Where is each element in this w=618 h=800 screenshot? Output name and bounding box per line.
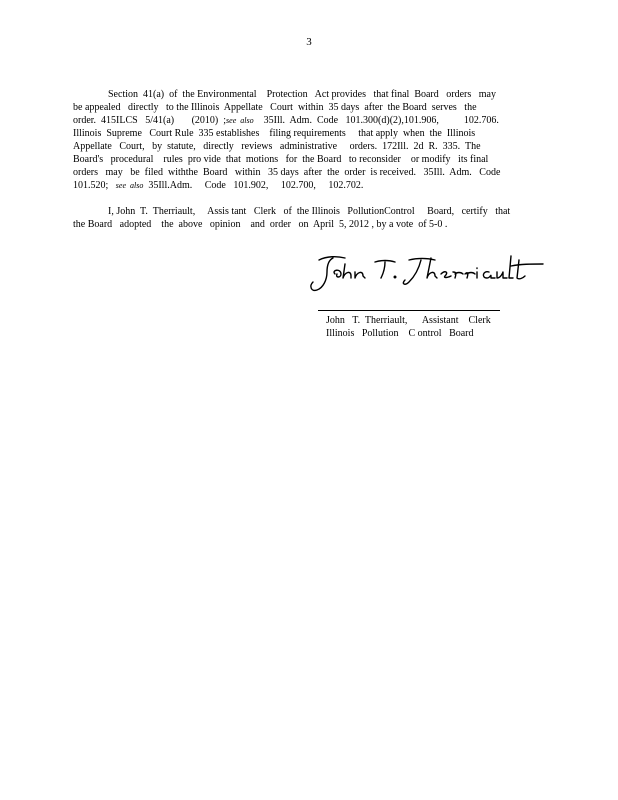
appeal-line-2: be appealed directly to the Illinois Appellate Court within 35 days after the Board serves the [73, 102, 477, 113]
appeal-line-8-head: 101.520; [73, 180, 116, 191]
appeal-line-3 [73, 114, 499, 127]
appeal-line-6: Board's procedural rules pro vide that motions for the Board to reconsider or modify its final [73, 154, 489, 165]
appeal-line-3-head: order. 415ILCS 5/41(a) (2010) ; [73, 115, 227, 126]
see-also-citation: see also [226, 116, 254, 125]
appeal-line-3-code: 35Ill. Adm. Code 101.300(d)(2),101.906, 102.706. [263, 115, 499, 126]
signatory-office: Illinois Pollution C ontrol Board [326, 328, 474, 339]
appeal-line-1: Section 41(a) of the Environmental Protection Act provides that final Board orders may [108, 89, 496, 100]
handwritten-signature [305, 250, 545, 300]
see-also-citation-2: see also [115, 181, 144, 190]
signature-line [318, 310, 500, 311]
appeal-line-3-tail [254, 115, 264, 126]
appeal-line-4: Illinois Supreme Court Rule 335 establishes filing requirements that apply when the Illinois [73, 128, 476, 139]
appeal-line-7: orders may be filed withthe Board within 35 days after the order is received. 35Ill. Adm. Code [73, 167, 501, 178]
appeal-line-5: Appellate Court, by statute, directly reviews administrative orders. 172Ill. 2d R. 335. The [73, 141, 481, 152]
certification-line-1: I, John T. Therriault, Assis tant Clerk of the Illinois PollutionControl Board, certify that [108, 206, 511, 217]
page-number: 3 [306, 36, 312, 48]
appeal-line-8-tail: 35Ill.Adm. Code 101.902, 102.700, 102.702. [143, 180, 364, 191]
appeal-line-8 [73, 179, 363, 192]
signatory-name: John T. Therriault, Assistant Clerk [326, 315, 491, 326]
certification-line-2: the Board adopted the above opinion and order on April 5, 2012 , by a vote of 5-0 . [73, 219, 448, 230]
